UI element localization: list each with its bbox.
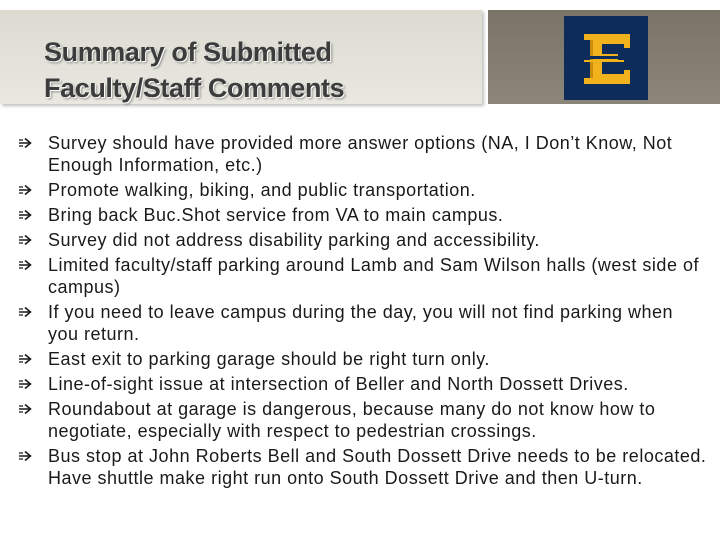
comment-list [0,132,720,492]
arrow-bullet-icon [18,137,34,149]
list-item [0,348,720,370]
arrow-bullet-icon [18,378,34,390]
slide-title [44,34,474,106]
list-item [0,373,720,395]
comment-text: Promote walking, biking, and public transportation. [48,180,476,200]
arrow-bullet-icon [18,353,34,365]
list-item [0,254,720,298]
list-item [0,445,720,489]
comment-text: If you need to leave campus during the day, you will not find parking when you return. [48,302,674,344]
comment-text: Line-of-sight issue at intersection of Beller and North Dossett Drives. [48,374,629,394]
list-item [0,204,720,226]
list-item [0,398,720,442]
university-logo [564,16,648,100]
slide-header [0,0,720,108]
list-item [0,229,720,251]
list-item [0,301,720,345]
e-logo-icon [564,16,648,100]
comment-text: Survey should have provided more answer options (NA, I Don’t Know, Not Enough Information, etc.) [48,133,673,175]
arrow-bullet-icon [18,306,34,318]
comment-text: Bus stop at John Roberts Bell and South Dossett Drive needs to be relocated. Have shuttle make right run onto South Dossett Drive and then U-turn. [48,446,707,488]
comment-text: Survey did not address disability parking and accessibility. [48,230,540,250]
slide-title-line-2: Faculty/Staff Comments [44,73,345,103]
arrow-bullet-icon [18,259,34,271]
title-panel [0,10,482,104]
arrow-bullet-icon [18,450,34,462]
comment-text: Roundabout at garage is dangerous, because many do not know how to negotiate, especially with respect to pedestrian crossings. [48,399,656,441]
logo-panel [488,10,720,104]
list-item [0,179,720,201]
comment-text: East exit to parking garage should be right turn only. [48,349,490,369]
arrow-bullet-icon [18,234,34,246]
list-item [0,132,720,176]
arrow-bullet-icon [18,184,34,196]
comment-text: Bring back Buc.Shot service from VA to main campus. [48,205,504,225]
arrow-bullet-icon [18,403,34,415]
slide-title-line-1: Summary of Submitted [44,37,332,67]
comment-text: Limited faculty/staff parking around Lamb and Sam Wilson halls (west side of campus) [48,255,699,297]
arrow-bullet-icon [18,209,34,221]
